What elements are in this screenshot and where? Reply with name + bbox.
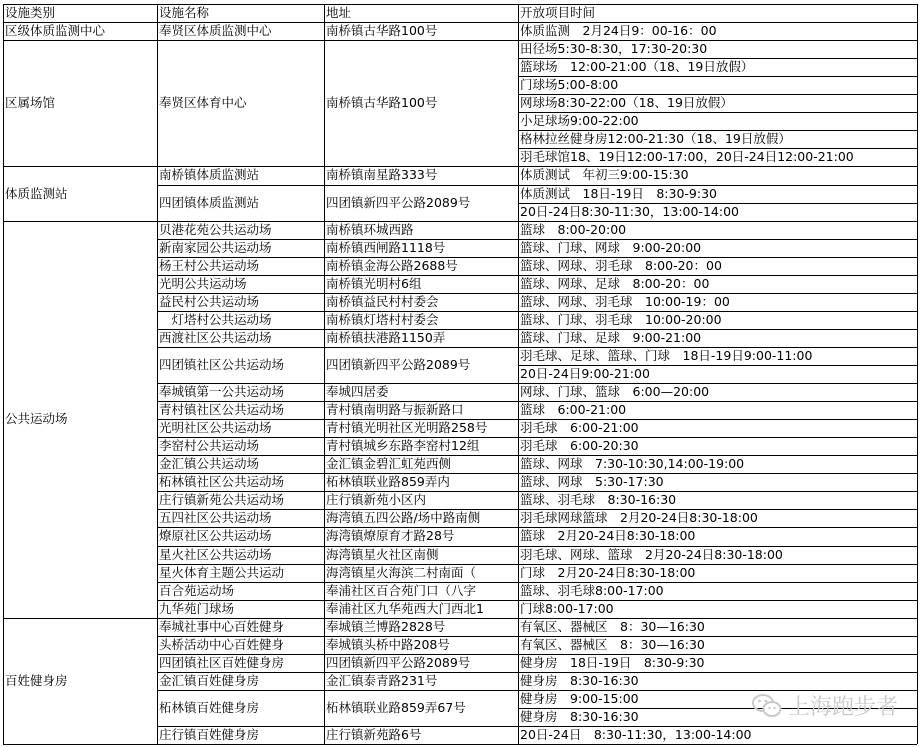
facility-name: 奉贤区体育中心 xyxy=(159,95,247,111)
facility-name: 奉城社事中心百姓健身 xyxy=(159,618,285,634)
open-hours: 篮球、羽毛球8:00-17:00 xyxy=(520,582,664,598)
facility-name: 光明社区公共运动场 xyxy=(159,420,272,436)
facility-address: 南桥镇古华路100号 xyxy=(326,95,438,111)
facility-name: 益民村公共运动场 xyxy=(159,293,260,309)
facility-schedule-table xyxy=(3,4,917,744)
facility-address: 奉城镇兰博路2828号 xyxy=(326,618,446,634)
open-hours: 门球8:00-17:00 xyxy=(520,600,614,616)
open-hours: 篮球、网球、羽毛球 8:00-20：00 xyxy=(520,257,722,273)
facility-address: 南桥镇光明村6组 xyxy=(326,275,422,291)
open-hours: 网球、门球、篮球 6:00—20:00 xyxy=(520,384,710,400)
facility-address: 庄行镇新苑路6号 xyxy=(326,727,422,743)
open-hours: 篮球 8:00-20:00 xyxy=(520,221,627,237)
header-name: 设施名称 xyxy=(159,5,210,20)
facility-name: 李窑村公共运动场 xyxy=(159,438,260,454)
facility-name: 奉城镇第一公共运动场 xyxy=(159,384,285,400)
open-hours: 健身房 8:30-16:30 xyxy=(520,672,639,688)
facility-name: 庄行镇新苑公共运动场 xyxy=(159,492,285,508)
category-label: 区属场馆 xyxy=(5,95,56,111)
facility-address: 南桥镇灯塔村村委会 xyxy=(326,311,439,327)
open-hours: 篮球、网球、足球 8:00-20：00 xyxy=(520,275,710,291)
watermark-text: 上海跑步者 xyxy=(787,695,898,720)
facility-name: 九华苑门球场 xyxy=(159,600,235,616)
facility-address: 南桥镇益民村村委会 xyxy=(326,293,439,309)
open-hours: 篮球、网球 5:30-17:30 xyxy=(520,474,664,490)
open-hours: 有氧区、器械区 8：30—16:30 xyxy=(520,636,705,652)
open-hours: 体质监测 2月24日9：00-16：00 xyxy=(520,23,717,39)
facility-name: 柘林镇社区公共运动场 xyxy=(159,474,285,490)
category-label: 公共运动场 xyxy=(5,411,68,427)
facility-address: 海湾镇星火海滨二村南面（ xyxy=(326,564,477,580)
table-border-top xyxy=(3,4,917,5)
open-hours: 篮球、羽毛球 8:30-16:30 xyxy=(520,492,677,508)
table-border-bottom xyxy=(3,744,917,745)
header-address: 地址 xyxy=(326,5,352,20)
row-divider xyxy=(157,185,518,186)
facility-name: 庄行镇百姓健身房 xyxy=(159,727,260,743)
facility-address: 奉浦社区百合苑门口（八字 xyxy=(326,582,477,598)
facility-address: 青村镇城乡东路李窑村12组 xyxy=(326,438,480,454)
open-hours: 篮球、门球、羽毛球 10:00-20:00 xyxy=(520,311,722,327)
open-hours: 小足球场9:00-22:00 xyxy=(520,113,639,129)
facility-address: 南桥镇环城西路 xyxy=(326,221,414,237)
open-hours: 体质测试 年初三9:00-15:30 xyxy=(520,167,689,183)
facility-address: 南桥镇扶港路1150弄 xyxy=(326,329,446,345)
facility-name: 光明公共运动场 xyxy=(159,275,247,291)
open-hours: 门球场5:00-8:00 xyxy=(520,77,619,93)
open-hours: 网球场8:30-22:00（18、19日放假） xyxy=(520,95,733,111)
facility-name: 四团镇社区百姓健身房 xyxy=(159,654,285,670)
facility-name: 百合苑运动场 xyxy=(159,582,235,598)
open-hours: 20日-24日9:00-21:00 xyxy=(520,366,650,381)
facility-name: 灯塔村公共运动场 xyxy=(159,311,272,327)
facility-name: 五四社区公共运动场 xyxy=(159,510,272,526)
open-hours: 格林拉丝健身房12:00-21:30（18、19日放假） xyxy=(520,131,791,147)
facility-name: 西渡社区公共运动场 xyxy=(159,329,272,345)
open-hours: 健身房 8:30-16:30 xyxy=(520,708,639,724)
facility-address: 南桥镇南星路333号 xyxy=(326,167,438,183)
facility-address: 金汇镇金碧汇虹苑西侧 xyxy=(326,456,452,472)
facility-address: 柘林镇联业路859弄内 xyxy=(326,474,450,490)
open-hours: 健身房 18日-19日 8:30-9:30 xyxy=(520,654,705,670)
open-hours: 羽毛球馆18、19日12:00-17:00，20日-24日12:00-21:00 xyxy=(520,149,854,165)
facility-address: 四团镇新四平公路2089号 xyxy=(326,194,471,210)
facility-address: 南桥镇西闸路1118号 xyxy=(326,239,446,255)
open-hours: 羽毛球 6:00-21:00 xyxy=(520,420,639,436)
header-hours: 开放项目时间 xyxy=(520,5,596,20)
open-hours: 20日-24日 8:30-11:30，13:00-14:00 xyxy=(520,727,752,742)
facility-address: 青村镇南明路与振新路口 xyxy=(326,402,464,418)
open-hours: 20日-24日8:30-11:30，13:00-14:00 xyxy=(520,203,739,219)
facility-name: 燎原社区公共运动场 xyxy=(159,528,272,544)
facility-name: 金汇镇百姓健身房 xyxy=(159,672,260,688)
open-hours: 羽毛球 6:00-20:30 xyxy=(520,438,639,454)
open-hours: 篮球、网球 7:30-10:30,14:00-19:00 xyxy=(520,456,745,472)
open-hours: 羽毛球、网球、篮球 2月20-24日8:30-18:00 xyxy=(520,546,783,562)
open-hours: 篮球场 12:00-21:00（18、19日放假） xyxy=(520,59,754,75)
facility-name: 四团镇社区公共运动场 xyxy=(159,357,285,372)
category-label: 百姓健身房 xyxy=(5,672,68,688)
facility-address: 四团镇新四平公路2089号 xyxy=(326,357,471,372)
open-hours: 篮球、门球、网球 9:00-20:00 xyxy=(520,239,702,255)
facility-name: 柘林镇百姓健身房 xyxy=(159,699,260,715)
facility-address: 庄行镇新苑小区内 xyxy=(326,492,427,508)
facility-name: 南桥镇体质监测站 xyxy=(159,167,260,183)
open-hours: 田径场5:30-8:30，17:30-20:30 xyxy=(520,41,708,57)
header-category: 设施类别 xyxy=(5,5,56,20)
row-divider xyxy=(157,690,518,691)
facility-address: 南桥镇金海公路2688号 xyxy=(326,257,458,273)
open-hours: 体质测试 18日-19日 8:30-9:30 xyxy=(520,185,717,201)
facility-address: 海湾镇星火社区南侧 xyxy=(326,546,439,562)
facility-address: 四团镇新四平公路2089号 xyxy=(326,654,471,670)
facility-name: 星火体育主题公共运动 xyxy=(159,564,285,580)
row-divider xyxy=(157,347,518,348)
facility-address: 奉城镇头桥中路208号 xyxy=(326,636,450,652)
open-hours: 羽毛球网球篮球 2月20-24日8:30-18:00 xyxy=(520,510,758,526)
category-label: 体质监测站 xyxy=(5,185,68,201)
open-hours: 篮球 2月20-24日8:30-18:00 xyxy=(520,528,696,544)
facility-name: 奉贤区体质监测中心 xyxy=(159,23,272,39)
facility-name: 头桥活动中心百姓健身 xyxy=(159,636,285,652)
open-hours: 篮球 6:00-21:00 xyxy=(520,402,627,418)
open-hours: 羽毛球、足球、篮球、门球 18日-19日9:00-11:00 xyxy=(520,347,813,363)
facility-name: 青村镇社区公共运动场 xyxy=(159,402,285,418)
facility-name: 新南家园公共运动场 xyxy=(159,239,272,255)
open-hours: 门球 2月20-24日8:30-18:00 xyxy=(520,564,696,580)
facility-address: 青村镇光明社区光明路258号 xyxy=(326,420,488,436)
facility-name: 星火社区公共运动场 xyxy=(159,546,272,562)
facility-address: 南桥镇古华路100号 xyxy=(326,23,438,39)
category-label: 区级体质监测中心 xyxy=(5,23,106,39)
open-hours: 有氧区、器械区 8：30—16:30 xyxy=(520,618,705,634)
facility-address: 奉城四居委 xyxy=(326,384,389,400)
column-divider xyxy=(917,4,918,744)
column-divider xyxy=(3,4,4,744)
facility-address: 金汇镇泰青路231号 xyxy=(326,672,438,688)
facility-name: 贝港花苑公共运动场 xyxy=(159,221,272,237)
facility-address: 海湾镇五四公路/场中路南侧 xyxy=(326,510,481,526)
open-hours: 篮球、门球、足球 9:00-21:00 xyxy=(520,329,702,345)
facility-address: 奉浦社区九华苑西大门西北1 xyxy=(326,600,484,616)
facility-name: 杨王村公共运动场 xyxy=(159,257,260,273)
open-hours: 健身房 9:00-15:00 xyxy=(520,690,639,706)
facility-address: 柘林镇联业路859弄67号 xyxy=(326,699,466,715)
facility-name: 四团镇体质监测站 xyxy=(159,194,260,210)
open-hours: 篮球、网球、羽毛球 10:00-19：00 xyxy=(520,293,730,309)
facility-name: 金汇镇公共运动场 xyxy=(159,456,260,472)
facility-address: 海湾镇燎原育才路28号 xyxy=(326,528,455,544)
